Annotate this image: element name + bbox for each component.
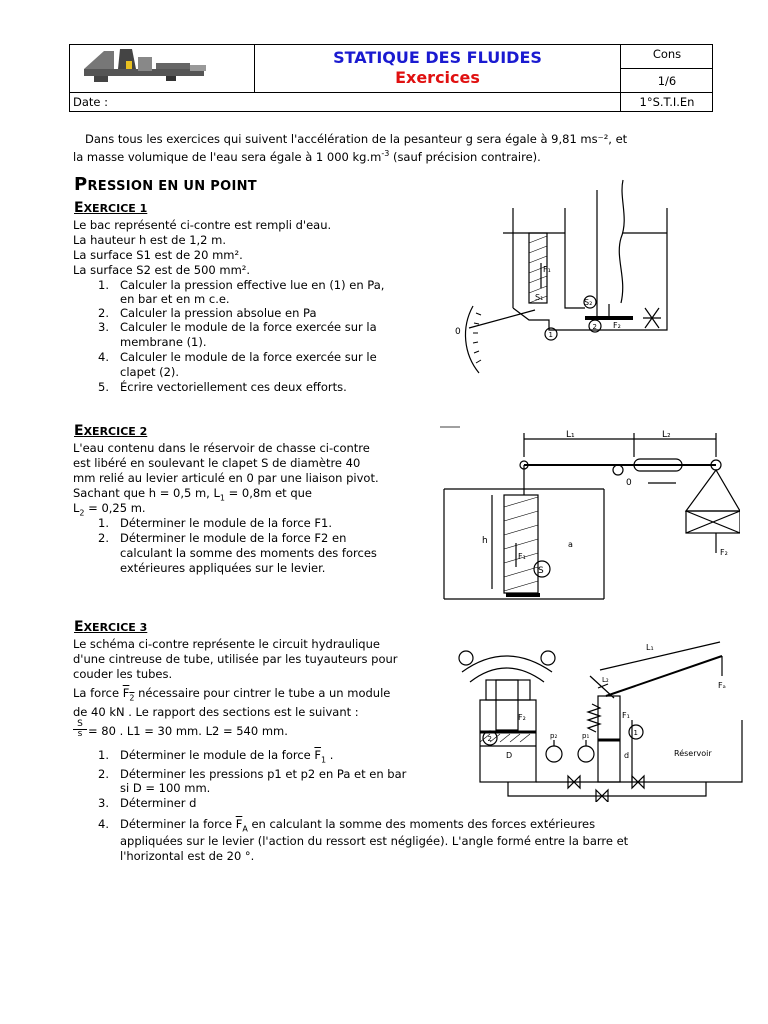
ex2-line-4: Sachant que h = 0,5 m, $L_1 = 0,8m$ et que [73,486,312,503]
intro-line-2: la masse volumique de l'eau sera égale à 1 000 $kg.m^{-3}$ (sauf précision contraire). [73,149,541,164]
ex3-item-text: l'horizontal est de 20 °. [120,849,255,863]
ex1-label-f2: F₂ [613,321,621,330]
ex2-item-num: 2. [98,531,109,545]
ex3-item-num: 3. [98,796,109,810]
ex3-line-3: couder les tubes. [73,667,173,681]
ex3-item-num: 1. [98,748,109,762]
intro-line-1: Dans tous les exercices qui suivent l'accélération de la pesanteur g sera égale à 9,81 ms⁻², et [85,132,628,146]
ex2-item-num: 1. [98,516,109,530]
ex1-label-s1: S₁ [535,293,544,302]
class-cell: 1°S.T.I.En [639,95,695,109]
code-cell: Cons [621,45,713,69]
ex2-line-5: $L_2 = 0,25$ m. [73,501,146,518]
ex1-title: EXERCICE 1 [74,200,148,216]
ex2-label-f1: F₁ [518,552,526,561]
ex3-item-text: Déterminer le module de la force $\overline{F}_1$ . [120,748,334,765]
ex2-label-a: a [568,540,573,549]
ex3-title: EXERCICE 3 [74,619,148,635]
section-title: PRESSION EN UN POINT [74,174,257,195]
ex1-item-num: 4. [98,350,109,364]
ex2-label-f2: F₂ [720,548,728,557]
ex3-label-reservoir: Réservoir [674,749,712,758]
ex2-label-h: h [482,536,488,546]
ex3-label-p1: p₁ [582,732,590,740]
ex1-label-1: 1 [548,331,553,339]
ex3-label-d-big: D [506,751,513,760]
ex1-item-text: Calculer le module de la force exercée sur la [120,320,377,334]
ex1-line-1: Le bac représenté ci-contre est rempli d'eau. [73,218,332,232]
page-subtitle: Exercices [395,68,480,87]
ex2-item-text: Déterminer le module de la force F1. [120,516,332,530]
ex1-item-num: 2. [98,306,109,320]
ex1-item-num: 3. [98,320,109,334]
ex3-label-l1: L₁ [646,643,654,652]
ex3-diagram [456,636,746,802]
ex1-diagram [445,178,680,388]
ex2-label-l2: L₂ [662,430,671,440]
ex1-label-2: 2 [592,323,597,331]
ex3-label-l2: L₂ [602,676,609,684]
ex1-label-f1: F₁ [543,265,551,274]
ex3-label-p2: p₂ [550,732,558,740]
ex1-item-text: en bar et en m c.e. [120,292,230,306]
ex3-item-text: Déterminer la force $\overline{F}_A$ en calculant la somme des moments des forces extérieures [120,817,596,834]
ex3-line-force: La force $\overline{F}_2$ nécessaire pour cintrer le tube a un module [73,686,391,703]
header-table [69,44,713,112]
ex3-label-1: 1 [633,729,638,737]
title-cell [255,45,621,93]
ex3-item-num: 2. [98,767,109,781]
ex1-label-0: 0 [455,327,461,337]
ex1-item-text: Calculer le module de la force exercée sur le [120,350,377,364]
ex2-item-text: calculant la somme des moments des forces [120,546,377,560]
ex2-title: EXERCICE 2 [74,423,148,439]
page-number-cell: 1/6 [621,69,713,93]
ex2-item-text: extérieures appliquées sur le levier. [120,561,326,575]
ex2-line-1: L'eau contenu dans le réservoir de chasse ci-contre [73,441,370,455]
ex2-label-l1: L₁ [566,430,575,440]
ex3-label-d-small: d [624,751,630,760]
ex3-label-f2: F₂ [518,713,526,722]
ex1-line-4: La surface S2 est de 500 mm². [73,263,251,277]
logo-icon [70,45,254,92]
ex1-item-text: Calculer la pression effective lue en (1) en Pa, [120,278,385,292]
ex3-label-2: 2 [487,735,492,743]
ex2-label-o: 0 [626,478,632,488]
ex3-item-text: appliquées sur le levier (l'action du ressort est négligée). L'angle formé entre la barre et [120,834,629,848]
ex1-label-s2: S₂ [584,298,593,307]
ex3-label-fa: Fₐ [718,681,726,690]
ex1-item-num: 5. [98,380,109,394]
ex3-label-f1: F₁ [622,711,630,720]
ex3-line-5: de 40 kN . Le rapport des sections est le suivant : [73,705,359,719]
ex1-item-text: Écrire vectoriellement ces deux efforts. [120,380,347,394]
ex3-line-2: d'une cintreuse de tube, utilisée par les tuyauteurs pour [73,652,398,666]
ex3-fraction: S s [73,720,87,739]
ex2-diagram [440,425,740,607]
ex1-item-text: Calculer la pression absolue en Pa [120,306,317,320]
ex3-item-text: si D = 100 mm. [120,781,211,795]
page-title: STATIQUE DES FLUIDES [333,48,542,67]
ex1-line-3: La surface S1 est de 20 mm². [73,248,243,262]
ex3-item-text: Déterminer les pressions p1 et p2 en Pa et en bar [120,767,407,781]
ex1-item-num: 1. [98,278,109,292]
ex2-item-text: Déterminer le module de la force F2 en [120,531,347,545]
logo-cell [70,45,255,93]
ex1-item-text: clapet (2). [120,365,180,379]
ex3-item-text: Déterminer d [120,796,197,810]
ex2-line-2: est libéré en soulevant le clapet S de diamètre 40 [73,456,361,470]
date-cell: Date : [70,93,621,112]
ex3-item-num: 4. [98,817,109,831]
ex2-line-3: mm relié au levier articulé en 0 par une liaison pivot. [73,471,379,485]
ex3-line-1: Le schéma ci-contre représente le circuit hydraulique [73,637,380,651]
ex2-label-s: S [538,566,544,576]
ex1-item-text: membrane (1). [120,335,207,349]
ex1-line-2: La hauteur h est de 1,2 m. [73,233,226,247]
ex3-ratio-line: = 80 . L1 = 30 mm. L2 = 540 mm. [88,724,288,738]
